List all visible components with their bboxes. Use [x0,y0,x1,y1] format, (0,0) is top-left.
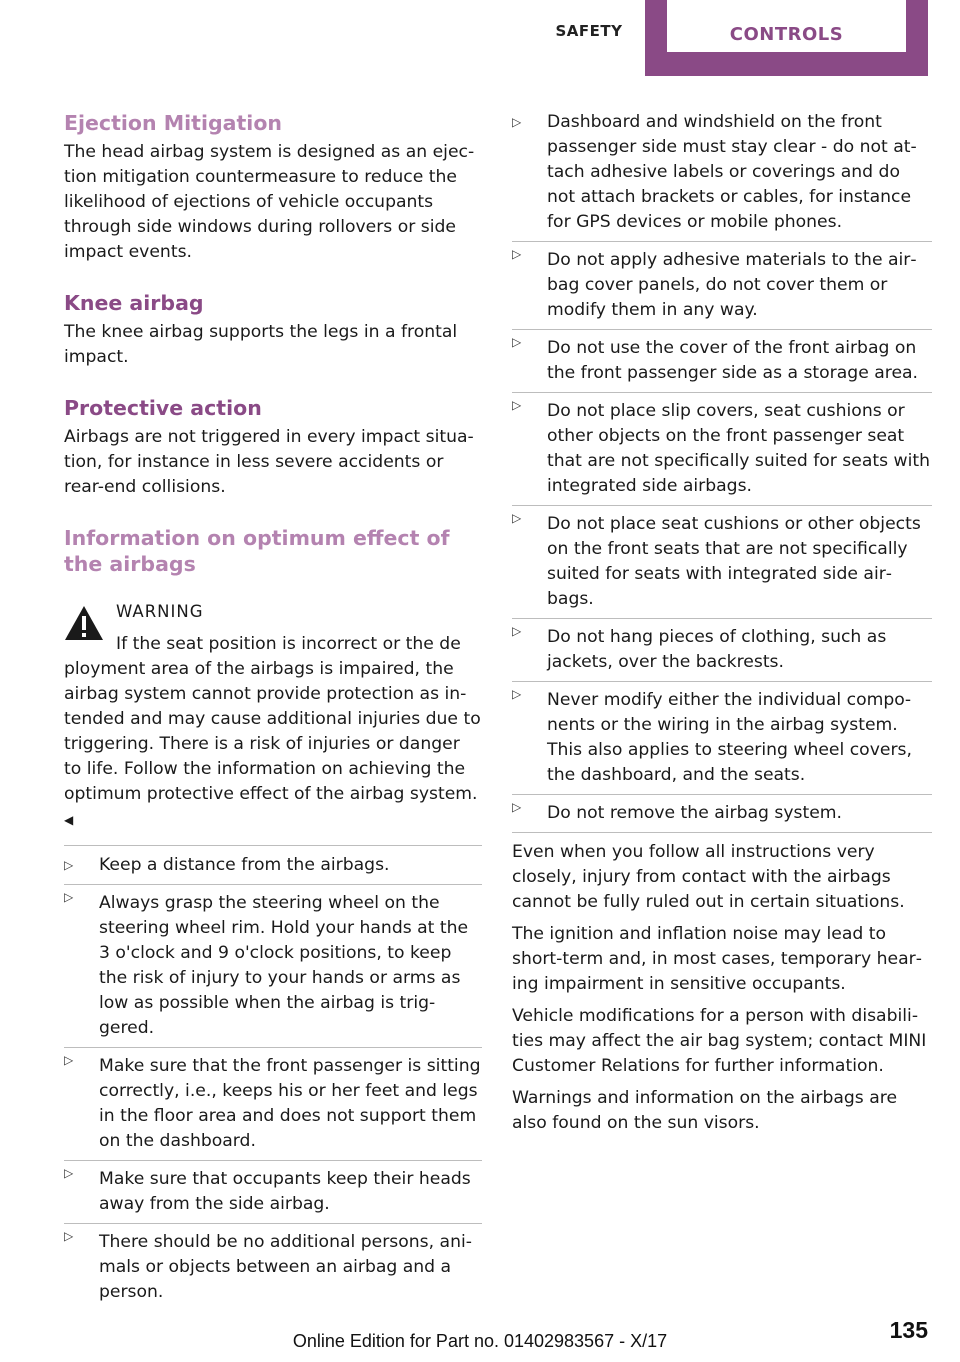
bullet-icon: ▷ [512,687,522,701]
list-item: ▷ Keep a distance from the airbags. [64,853,482,878]
bullet-icon: ▷ [64,1229,74,1243]
knee-heading: Knee airbag [64,291,204,315]
tab-controls[interactable] [645,0,928,76]
info-heading: Information on optimum effect of the airbags [64,526,450,576]
bullet-icon: ▷ [512,247,522,261]
list-item: ▷ Always grasp the steering wheel on the steering wheel rim. Hold your hands at the 3 o'clock and 9 o'clock positions, to keep the risk of injury to your hands or arms as low as possible when the airbag is triggered. [64,884,482,1041]
section-protective-action [64,395,482,500]
paragraph: Vehicle modifications for a person with disabilities may affect the air bag system; contact MINI Customer Relations for further information. [512,1006,927,1076]
list-item: ▷ There should be no additional persons, animals or objects between an airbag and a person. [64,1223,482,1305]
warning-block [64,599,482,833]
bullet-icon: ▷ [64,858,74,872]
knee-text: The knee airbag supports the legs in a frontal impact. [64,322,458,367]
left-bullet-list [64,845,482,1305]
list-item: ▷ Do not use the cover of the front airbag on the front passenger side as a storage area. [512,329,932,386]
paragraph: The ignition and inflation noise may lead to short-term and, in most cases, temporary hearing impairment in sensitive occupants. [512,924,922,994]
list-item: ▷ Do not place seat cushions or other objects on the front seats that are not specifically suited for seats with integrated side airbags. [512,505,932,612]
warning-triangle-icon [64,605,104,641]
list-item: ▷ Do not place slip covers, seat cushions or other objects on the front passenger seat that are not specifically suited for seats with integrated side airbags. [512,392,932,499]
ejection-heading: Ejection Mitigation [64,111,282,135]
list-item: ▷ Never modify either the individual components or the wiring in the airbag system. This also applies to steering wheel covers, the dashboard, and the seats. [512,681,932,788]
page-number: 135 [889,1317,928,1343]
left-column [64,110,482,1305]
bullet-icon: ▷ [64,890,74,904]
list-item: ▷ Do not remove the airbag system. [512,794,932,833]
bullet-icon: ▷ [64,1166,74,1180]
right-column [512,110,932,1136]
right-paragraphs [512,840,932,1136]
ejection-text: The head airbag system is designed as an ejection mitigation countermeasure to reduce the likelihood of ejections of vehicle occupants through side windows during rollovers or side impact events. [64,142,475,262]
footer-edition: Online Edition for Part no. 01402983567 - X/17 [292,1331,668,1351]
list-item: ▷ Do not apply adhesive materials to the airbag cover panels, do not cover them or modify them in any way. [512,241,932,323]
warning-text [64,632,482,833]
bullet-icon: ▷ [512,115,522,129]
warning-title: WARNING [116,602,204,621]
bullet-icon: ▷ [64,1053,74,1067]
list-item: ▷ Do not hang pieces of clothing, such as jackets, over the backrests. [512,618,932,675]
list-item: ▷ Make sure that occupants keep their heads away from the side airbag. [64,1160,482,1217]
bullet-icon: ▷ [512,624,522,638]
right-bullet-list [512,110,932,833]
end-mark-icon: ◀ [64,813,74,827]
paragraph: Warnings and information on the airbags are also found on the sun visors. [512,1088,898,1133]
warning-body: ployment area of the airbags is impaired, the airbag system cannot provide protection as intended and may cause additional injuries due to triggering. There is a risk of injuries or danger to life. Follow the information on achieving the optimum protective effect of the airbag system. [64,659,481,804]
protective-text: Airbags are not triggered in every impact situation, for instance in less severe accidents or rear-end collisions. [64,427,474,497]
bullet-icon: ▷ [512,335,522,349]
section-knee-airbag [64,290,482,370]
bullet-icon: ▷ [512,511,522,525]
bullet-icon: ▷ [512,800,522,814]
tab-controls-label: CONTROLS [667,0,906,52]
list-item: ▷ Dashboard and windshield on the front passenger side must stay clear - do not attach adhesive labels or coverings and do not attach brackets or cables, for instance for GPS devices or mobile phones. [512,112,917,232]
warning-first-line: If the seat position is incorrect or the de [116,634,461,654]
paragraph: Even when you follow all instructions very closely, injury from contact with the airbags cannot be fully ruled out in certain situations. [512,842,905,912]
tab-safety[interactable]: SAFETY [555,22,623,40]
section-ejection-mitigation [64,110,482,265]
bullet-icon: ▷ [512,398,522,412]
list-item: ▷ Make sure that the front passenger is sitting correctly, i.e., keeps his or her feet and legs in the floor area and does not support them on the dashboard. [64,1047,482,1154]
protective-heading: Protective action [64,396,262,420]
